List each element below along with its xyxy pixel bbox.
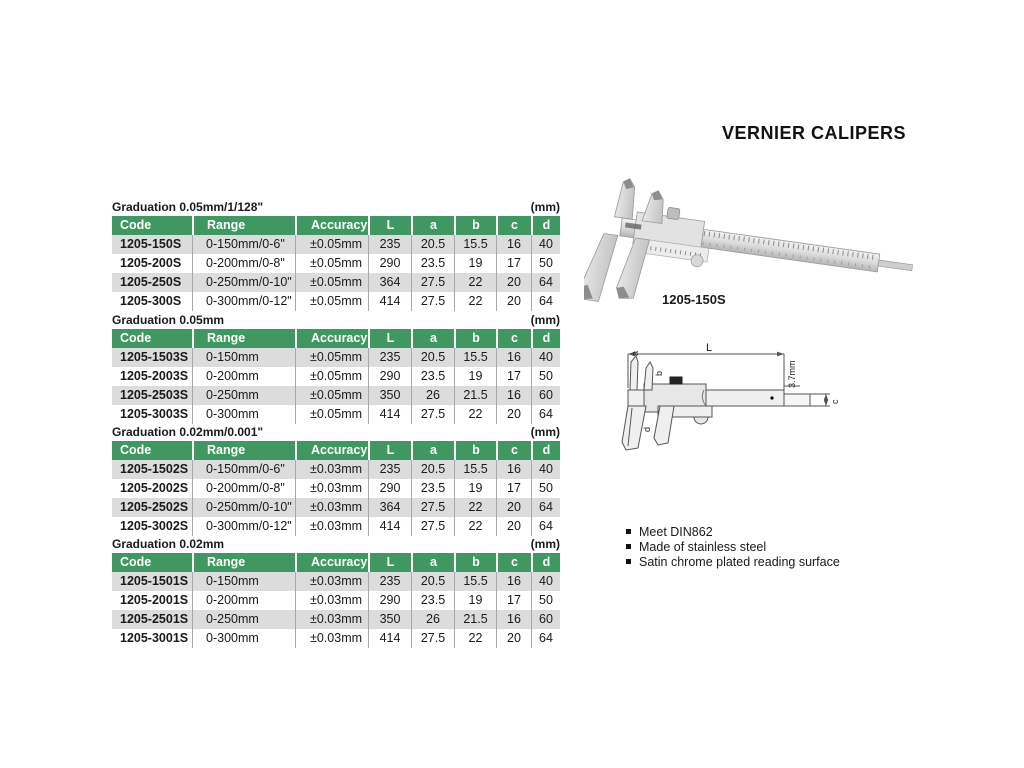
feature-item (626, 524, 840, 539)
cell-code: 1205-2002S (120, 481, 189, 495)
table-row (112, 460, 560, 479)
column-header-range: Range (192, 216, 295, 235)
caliper-lock-screw (667, 207, 680, 220)
table-header-row (112, 441, 560, 460)
cell: 414 (368, 292, 411, 311)
cell: 0-150mm (192, 572, 295, 591)
table-header-row (112, 216, 560, 235)
cell: 350 (368, 386, 411, 405)
cell: 290 (368, 479, 411, 498)
table-heading: Graduation 0.05mm/1/128" (112, 200, 264, 214)
spec-table-graduation-002mm-0001in (112, 424, 560, 536)
cell: 235 (368, 348, 411, 367)
cell: 414 (368, 405, 411, 424)
table-body (112, 460, 560, 536)
table-row (112, 517, 560, 536)
column-header-range: Range (192, 329, 295, 348)
feature-text: Meet DIN862 (639, 524, 713, 539)
cell: 23.5 (411, 479, 454, 498)
cell-code: 1205-2001S (120, 593, 189, 607)
column-header-code: Code (120, 218, 152, 232)
table-heading-row (112, 424, 560, 439)
dim-label-c: c (830, 399, 840, 404)
cell-code: 1205-1501S (120, 574, 189, 588)
table-heading: Graduation 0.02mm/0.001" (112, 425, 264, 439)
cell: 235 (368, 235, 411, 254)
table-body (112, 235, 560, 311)
cell: 20 (496, 273, 531, 292)
cell: 0-250mm/0-10" (192, 498, 295, 517)
cell: ±0.03mm (295, 479, 368, 498)
cell: ±0.05mm (295, 235, 368, 254)
cell: 15.5 (454, 460, 496, 479)
cell: ±0.05mm (295, 348, 368, 367)
cell: 16 (496, 235, 531, 254)
column-header-accuracy: Accuracy (295, 216, 368, 235)
cell: 0-200mm (192, 367, 295, 386)
spec-table-graduation-005mm (112, 312, 560, 424)
cell: 20 (496, 498, 531, 517)
cell: 19 (454, 479, 496, 498)
column-header-d: d (531, 216, 560, 235)
table-row (112, 629, 560, 648)
column-header-c: c (496, 441, 531, 460)
dim-label-b: b (654, 370, 664, 376)
cell: 27.5 (411, 292, 454, 311)
column-header-range: Range (192, 441, 295, 460)
cell: 26 (411, 386, 454, 405)
table-header-row (112, 553, 560, 572)
cell: 16 (496, 460, 531, 479)
cell-code: 1205-2003S (120, 369, 189, 383)
column-header-a: a (411, 441, 454, 460)
caliper-depth-rod (878, 260, 913, 271)
cell: 0-200mm/0-8" (192, 479, 295, 498)
cell: 0-300mm (192, 405, 295, 424)
column-header-d: d (531, 329, 560, 348)
cell: ±0.05mm (295, 254, 368, 273)
cell: 22 (454, 517, 496, 536)
column-header-a: a (411, 216, 454, 235)
cell: 414 (368, 629, 411, 648)
cell: 15.5 (454, 348, 496, 367)
table-body (112, 572, 560, 648)
cell: 235 (368, 460, 411, 479)
column-header-accuracy: Accuracy (295, 553, 368, 572)
column-header-d: d (531, 553, 560, 572)
cell: 22 (454, 292, 496, 311)
cell: ±0.05mm (295, 386, 368, 405)
cell: 0-150mm/0-6" (192, 235, 295, 254)
cell: 19 (454, 254, 496, 273)
cell-code: 1205-3002S (120, 519, 189, 533)
cell: 16 (496, 572, 531, 591)
dim-label-L: L (705, 342, 713, 354)
cell-code: 1205-200S (120, 256, 182, 270)
table-heading-row (112, 199, 560, 214)
cell: 64 (531, 629, 560, 648)
cell: 40 (531, 572, 560, 591)
cell: ±0.03mm (295, 460, 368, 479)
cell: 23.5 (411, 254, 454, 273)
table-row (112, 610, 560, 629)
cell: 50 (531, 254, 560, 273)
table-heading-row (112, 312, 560, 327)
table-row (112, 479, 560, 498)
feature-item (626, 554, 840, 569)
cell: 22 (454, 629, 496, 648)
cell: 17 (496, 254, 531, 273)
column-header-c: c (496, 329, 531, 348)
cell: 60 (531, 386, 560, 405)
column-header-b: b (454, 216, 496, 235)
cell: 50 (531, 591, 560, 610)
cell: 27.5 (411, 273, 454, 292)
table-row (112, 498, 560, 517)
table-row (112, 292, 560, 311)
cell: 0-150mm/0-6" (192, 460, 295, 479)
column-header-accuracy: Accuracy (295, 329, 368, 348)
cell-code: 1205-250S (120, 275, 182, 289)
cell: ±0.03mm (295, 629, 368, 648)
cell: 0-250mm (192, 386, 295, 405)
cell: 414 (368, 517, 411, 536)
table-header-row (112, 329, 560, 348)
cell: 16 (496, 348, 531, 367)
column-header-code: Code (120, 331, 152, 345)
cell: 27.5 (411, 498, 454, 517)
cell: 60 (531, 610, 560, 629)
table-row (112, 591, 560, 610)
cell-code: 1205-2501S (120, 612, 189, 626)
cell: 20.5 (411, 572, 454, 591)
square-bullet-icon (626, 544, 631, 549)
cell: ±0.03mm (295, 572, 368, 591)
cell: 350 (368, 610, 411, 629)
cell: 21.5 (454, 386, 496, 405)
cell: ±0.05mm (295, 292, 368, 311)
cell-code: 1205-150S (120, 237, 182, 251)
cell: 23.5 (411, 591, 454, 610)
cell: 17 (496, 591, 531, 610)
cell: 40 (531, 460, 560, 479)
table-row (112, 386, 560, 405)
cell: 23.5 (411, 367, 454, 386)
column-header-c: c (496, 553, 531, 572)
cell: 27.5 (411, 517, 454, 536)
cell: 20 (496, 405, 531, 424)
cell: ±0.03mm (295, 517, 368, 536)
column-header-a: a (411, 329, 454, 348)
unit-label: (mm) (530, 425, 560, 439)
feature-item (626, 539, 840, 554)
cell: 16 (496, 386, 531, 405)
table-row (112, 348, 560, 367)
column-header-c: c (496, 216, 531, 235)
cell: 364 (368, 273, 411, 292)
caliper-dimension-drawing (614, 338, 846, 474)
cell: 0-250mm/0-10" (192, 273, 295, 292)
spec-table-graduation-005mm-1-128in (112, 199, 560, 311)
feature-text: Satin chrome plated reading surface (639, 554, 840, 569)
cell: 15.5 (454, 235, 496, 254)
column-header-a: a (411, 553, 454, 572)
cell-code: 1205-300S (120, 294, 182, 308)
cell: 22 (454, 405, 496, 424)
cell: 26 (411, 610, 454, 629)
column-header-accuracy: Accuracy (295, 441, 368, 460)
cell: 20 (496, 292, 531, 311)
column-header-code: Code (120, 443, 152, 457)
cell-code: 1205-1502S (120, 462, 189, 476)
column-header-l: L (368, 329, 411, 348)
product-caption: 1205-150S (662, 292, 726, 307)
cell: 19 (454, 591, 496, 610)
table-row (112, 367, 560, 386)
cell: ±0.05mm (295, 367, 368, 386)
cell: 290 (368, 591, 411, 610)
cell: 235 (368, 572, 411, 591)
table-row (112, 572, 560, 591)
table-row (112, 235, 560, 254)
caliper-photo-image (584, 168, 924, 318)
cell: 290 (368, 254, 411, 273)
cell: 0-200mm/0-8" (192, 254, 295, 273)
cell: ±0.05mm (295, 405, 368, 424)
cell: 0-300mm (192, 629, 295, 648)
table-row (112, 405, 560, 424)
dim-label-depth: 3.7mm (787, 360, 797, 388)
cell: 22 (454, 273, 496, 292)
cell: 20.5 (411, 460, 454, 479)
cell: 64 (531, 292, 560, 311)
table-heading: Graduation 0.02mm (112, 537, 225, 551)
cell: 17 (496, 479, 531, 498)
cell: 20.5 (411, 235, 454, 254)
cell: 27.5 (411, 629, 454, 648)
unit-label: (mm) (530, 313, 560, 327)
cell: 0-200mm (192, 591, 295, 610)
cell: 64 (531, 405, 560, 424)
page-title: VERNIER CALIPERS (722, 123, 907, 143)
feature-list (626, 524, 840, 569)
table-body (112, 348, 560, 424)
table-heading-row (112, 536, 560, 551)
cell: 0-300mm/0-12" (192, 292, 295, 311)
unit-label: (mm) (530, 537, 560, 551)
cell: 364 (368, 498, 411, 517)
cell: 15.5 (454, 572, 496, 591)
column-header-b: b (454, 553, 496, 572)
cell: 19 (454, 367, 496, 386)
cell: 64 (531, 498, 560, 517)
table-row (112, 273, 560, 292)
column-header-l: L (368, 553, 411, 572)
cell: 40 (531, 235, 560, 254)
table-row (112, 254, 560, 273)
cell: 22 (454, 498, 496, 517)
cell-code: 1205-2503S (120, 388, 189, 402)
cell: 290 (368, 367, 411, 386)
cell: 0-150mm (192, 348, 295, 367)
cell-code: 1205-1503S (120, 350, 189, 364)
cell: 0-250mm (192, 610, 295, 629)
cell: 64 (531, 517, 560, 536)
column-header-b: b (454, 329, 496, 348)
table-heading: Graduation 0.05mm (112, 313, 225, 327)
cell: 50 (531, 367, 560, 386)
cell: 20 (496, 517, 531, 536)
cell: ±0.03mm (295, 498, 368, 517)
cell: 40 (531, 348, 560, 367)
column-header-l: L (368, 441, 411, 460)
column-header-code: Code (120, 555, 152, 569)
cell: ±0.03mm (295, 591, 368, 610)
spec-table-graduation-002mm (112, 536, 560, 648)
column-header-b: b (454, 441, 496, 460)
cell: 17 (496, 367, 531, 386)
square-bullet-icon (626, 529, 631, 534)
column-header-range: Range (192, 553, 295, 572)
cell: 21.5 (454, 610, 496, 629)
cell: 20 (496, 629, 531, 648)
product-photo (584, 168, 924, 318)
cell: 64 (531, 273, 560, 292)
cell: 16 (496, 610, 531, 629)
cell: ±0.03mm (295, 610, 368, 629)
unit-label: (mm) (530, 200, 560, 214)
column-header-d: d (531, 441, 560, 460)
cell-code: 1205-2502S (120, 500, 189, 514)
square-bullet-icon (626, 559, 631, 564)
cell: 27.5 (411, 405, 454, 424)
cell-code: 1205-3001S (120, 631, 189, 645)
cell: 50 (531, 479, 560, 498)
technical-drawing (614, 338, 846, 474)
dim-label-d: d (642, 426, 652, 432)
column-header-l: L (368, 216, 411, 235)
cell: 0-300mm/0-12" (192, 517, 295, 536)
feature-text: Made of stainless steel (639, 539, 767, 554)
cell: 20.5 (411, 348, 454, 367)
cell: ±0.05mm (295, 273, 368, 292)
cell-code: 1205-3003S (120, 407, 189, 421)
dim-label-a: a (630, 350, 640, 356)
